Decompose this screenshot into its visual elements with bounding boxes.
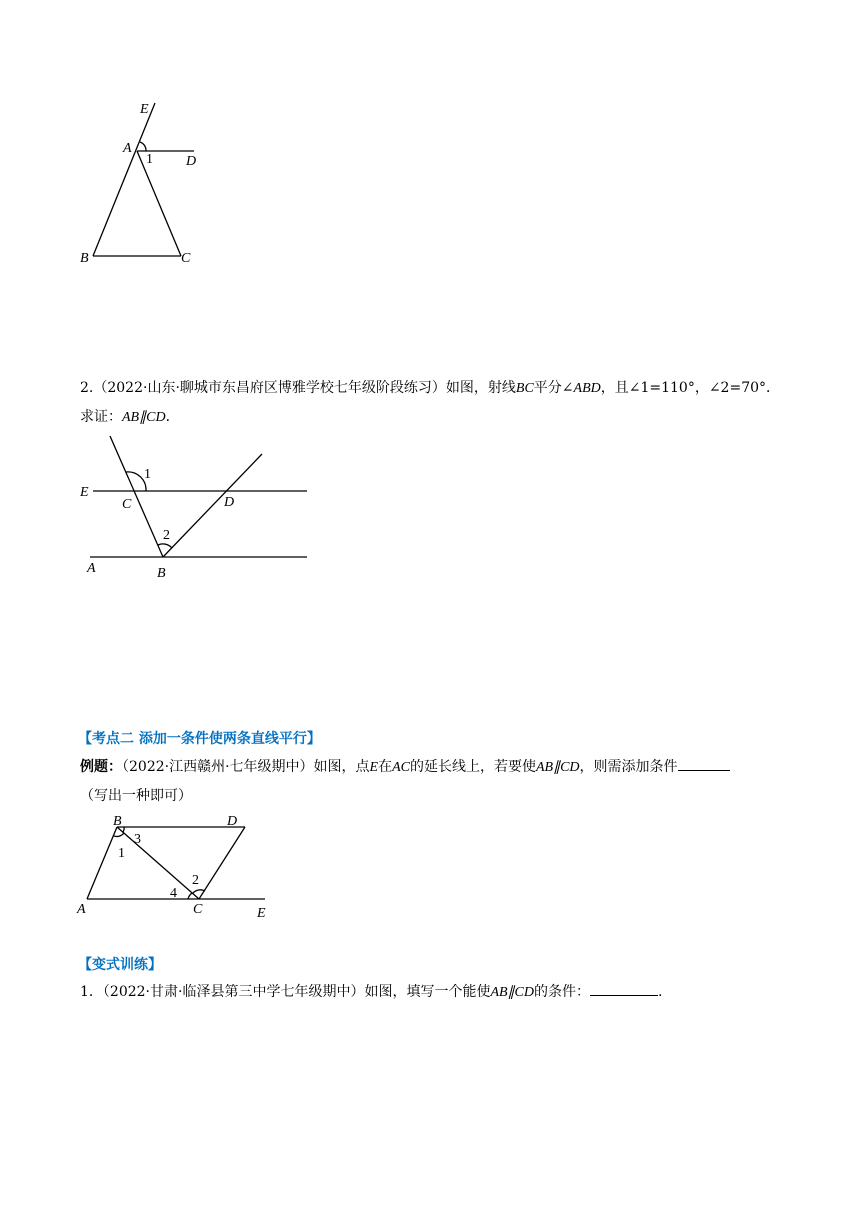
question-text: 如图，填写一个能使 [364,984,491,1000]
label-angle-1: 1 [118,846,125,861]
math-parallel: AB∥CD [490,985,535,1000]
question-source: （2022·甘肃·临泽县第三中学七年级期中） [102,984,365,1000]
segment-bc [117,827,199,899]
label-a: A [87,561,96,576]
example-question [80,753,786,811]
label-e: E [140,102,149,117]
angle-2-arc [158,544,172,548]
example-label: 例题： [80,759,122,775]
math-e: E [369,760,379,775]
segment-ac [137,151,181,256]
math-parallel: AB∥CD [535,760,580,775]
math-conclusion: AB∥CD [122,410,166,425]
question-text: 如图，点 [313,759,370,775]
label-b: B [113,814,122,829]
label-e: E [80,485,89,500]
label-angle-1: 1 [144,467,151,482]
figure-parallelogram [60,805,300,925]
label-b: B [157,566,166,581]
answer-blank[interactable] [678,756,730,771]
label-d: D [186,154,197,169]
label-angle-3: 3 [134,832,141,847]
question-source: （2022·江西赣州·七年级期中） [122,759,314,775]
label-a: A [77,902,86,917]
question-text: ，且∠1=110°，∠2=70°．求证： [80,380,781,425]
angle-1-arc [114,833,124,836]
angle-3-arc [123,827,124,832]
variant-question-1 [80,978,786,1007]
ray-bc [110,436,163,557]
question-end: ． [165,409,180,425]
label-b: B [80,251,89,266]
label-angle-1: 1 [146,152,153,167]
segment-dc [199,827,245,899]
parallel-lines-diagram [60,420,320,580]
question-end: . [658,984,663,1000]
math-bc: BC [515,381,534,396]
label-c: C [193,902,203,917]
question-text: 平分∠ [533,380,574,396]
math-abd: ABD [573,381,601,396]
question-source: （2022·山东·聊城市东昌府区博雅学校七年级阶段练习） [93,380,446,396]
section-heading: 【考点二 添加一条件使两条直线平行】 [78,731,321,747]
label-a: A [123,141,132,156]
answer-blank[interactable] [590,981,658,996]
ray-bd [163,454,262,557]
angle-4-arc [188,893,192,899]
line-b-to-e [93,103,155,256]
question-text: 的条件： [534,984,591,1000]
question-number: 1． [80,984,103,1000]
figure-triangle-exterior-angle [60,95,220,275]
label-angle-4: 4 [170,886,177,901]
label-angle-2: 2 [163,528,170,543]
figure-parallel-lines-bisector [60,420,320,580]
angle-1-arc [140,142,146,151]
label-e: E [257,906,266,921]
section-heading-variant: 【变式训练】 [78,957,162,973]
question-number: 2. [80,380,94,396]
label-c: C [181,251,191,266]
segment-ab [87,827,117,899]
label-c: C [122,497,132,512]
triangle-diagram [60,95,220,275]
question-text: ，则需添加条件 [579,759,678,775]
question-text: 在 [378,759,393,775]
question-note: （写出一种即可） [80,788,192,804]
label-d: D [224,495,235,510]
question-text: 的延长线上，若要使 [409,759,536,775]
label-d: D [227,814,238,829]
question-text: 如图，射线 [445,380,516,396]
math-ac: AC [392,760,410,775]
parallelogram-diagram [60,805,300,925]
label-angle-2: 2 [192,873,199,888]
